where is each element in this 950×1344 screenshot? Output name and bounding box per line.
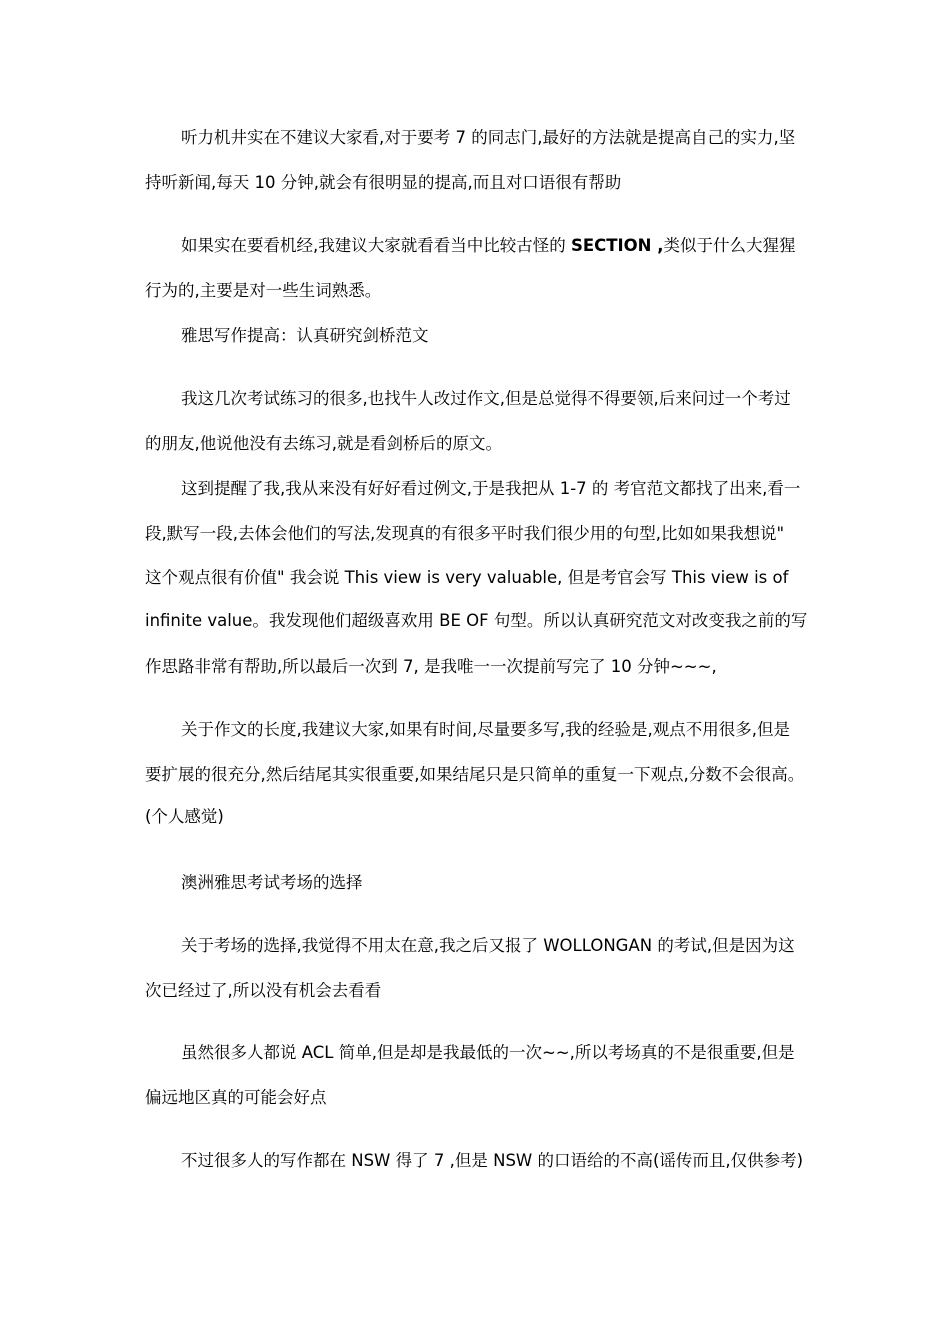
paragraph-2-line-1 [181,235,796,257]
paragraph-4-line-5: 作思路非常有帮助,所以最后一次到 7, 是我唯一一次提前写完了 10 分钟~~~, [145,657,717,676]
paragraph-1-line-1: 听力机井实在不建议大家看,对于要考 7 的同志门,最好的方法就是提高自己的实力,坚 [181,128,796,147]
paragraph-6-line-2: 次已经过了,所以没有机会去看看 [145,981,382,1000]
paragraph-4-line-2: 段,默写一段,去体会他们的写法,发现真的有很多平时我们很少用的句型,比如如果我想说" [145,524,785,543]
paragraph-5-line-2: 要扩展的很充分,然后结尾其实很重要,如果结尾只是只简单的重复一下观点,分数不会很高。 [145,765,805,784]
paragraph-7-line-1: 虽然很多人都说 ACL 简单,但是却是我最低的一次~~,所以考场真的不是很重要,但是 [181,1043,795,1062]
paragraph-4-line-4: infinite value。我发现他们超级喜欢用 BE OF 句型。所以认真研究范文对改变我之前的写 [145,611,808,630]
paragraph-2-bold-section: SECTION , [571,236,664,255]
paragraph-5-line-3: (个人感觉) [145,807,224,826]
paragraph-2-text-start: 如果实在要看机经,我建议大家就看看当中比较古怪的 [181,236,571,255]
section-heading-writing: 雅思写作提高：认真研究剑桥范文 [181,326,429,345]
paragraph-4-line-3: 这个观点很有价值" 我会说 This view is very valuable, 但是考官会写 This view is of [145,568,789,587]
paragraph-2-line-2: 行为的,主要是对一些生词熟悉。 [145,281,382,300]
paragraph-1-line-2: 持听新闻,每天 10 分钟,就会有很明显的提高,而且对口语很有帮助 [145,173,622,192]
paragraph-6-line-1: 关于考场的选择,我觉得不用太在意,我之后又报了 WOLLONGAN 的考试,但是因为这 [181,936,795,955]
paragraph-3-line-1: 我这几次考试练习的很多,也找牛人改过作文,但是总觉得不得要领,后来问过一个考过 [181,389,791,408]
paragraph-8-line-1: 不过很多人的写作都在 NSW 得了 7 ,但是 NSW 的口语给的不高(谣传而且,仅供参考) [181,1151,804,1170]
paragraph-3-line-2: 的朋友,他说他没有去练习,就是看剑桥后的原文。 [145,434,502,453]
paragraph-4-line-1: 这到提醒了我,我从来没有好好看过例文,于是我把从 1-7 的 考官范文都找了出来,看一 [181,479,801,498]
section-heading-test-centre: 澳洲雅思考试考场的选择 [181,873,363,892]
paragraph-5-line-1: 关于作文的长度,我建议大家,如果有时间,尽量要多写,我的经验是,观点不用很多,但是 [181,720,790,739]
paragraph-7-line-2: 偏远地区真的可能会好点 [145,1088,327,1107]
paragraph-2-text-end: 类似于什么大猩猩 [663,236,796,255]
